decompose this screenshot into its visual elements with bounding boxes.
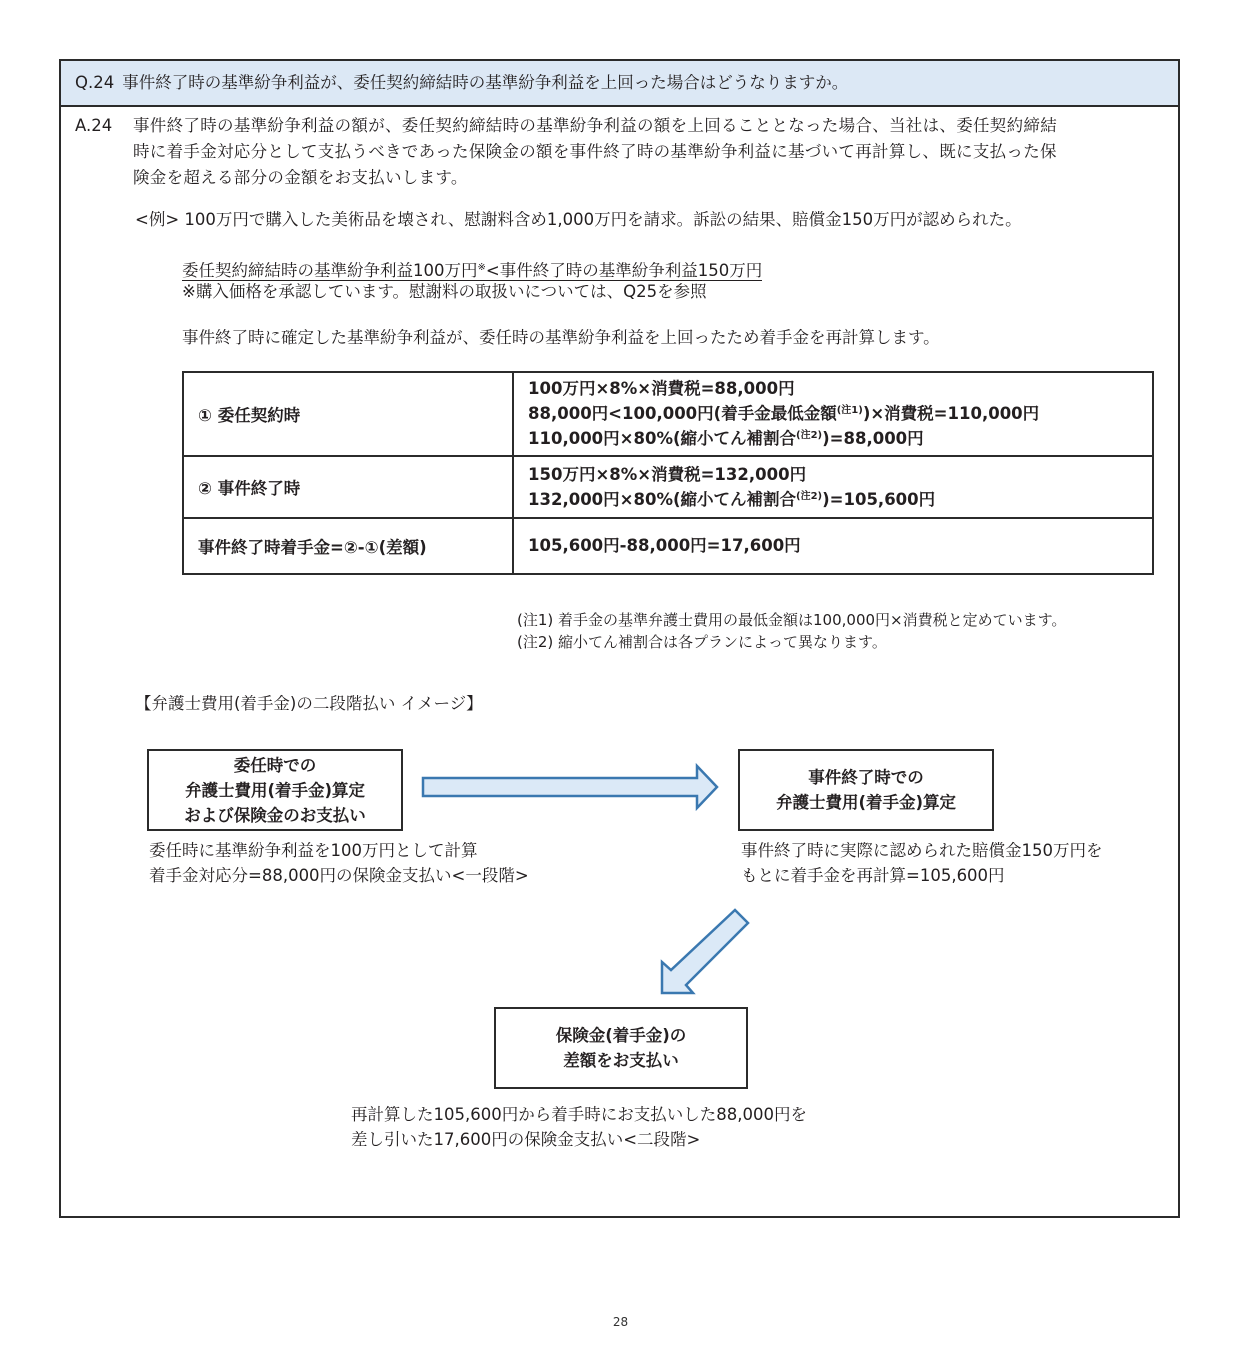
step2-description: 事件終了時に実際に認められた賠償金150万円を もとに着手金を再計算=105,600円 xyxy=(741,841,1103,885)
formula-line: 88,000円<100,000円(着手金最低金額$^{(注1)}$)×消費税=110,000円 xyxy=(528,404,1040,423)
summary-text: 事件終了時に確定した基準紛争利益が、委任時の基準紛争利益を上回ったため着手金を再計算します。 xyxy=(182,328,940,347)
comparison-footnote: ※購入価格を承認しています。慰謝料の取扱いについては、Q25を参照 xyxy=(182,282,707,301)
table-row xyxy=(183,372,1153,456)
answer-line: 事件終了時の基準紛争利益の額が、委任契約締結時の基準紛争利益の額を上回ることとなった場合、当社は、委任契約締結 xyxy=(133,116,1057,135)
table-row xyxy=(183,518,1153,574)
row-formula xyxy=(513,518,1153,574)
row-formula xyxy=(513,372,1153,456)
qa-frame xyxy=(59,59,1180,1218)
answer-number: A.24 xyxy=(75,116,113,135)
example-text: <例> 100万円で購入した美術品を壊され、慰謝料含め1,000万円を請求。訴訟の結果、賠償金150万円が認められた。 xyxy=(135,210,1022,229)
answer-block xyxy=(75,113,1164,191)
formula-line: 105,600円-88,000円=17,600円 xyxy=(528,536,801,555)
note-1: (注1) 着手金の基準弁護士費用の最低金額は100,000円×消費税と定めています。 xyxy=(517,611,1067,629)
calculation-table xyxy=(182,371,1154,575)
step1-box xyxy=(147,749,403,831)
comparison-mark: ※ xyxy=(477,262,486,273)
step1-description: 委任時に基準紛争利益を100万円として計算 着手金対応分=88,000円の保険金支払い<一段階> xyxy=(149,841,529,885)
formula-line: 100万円×8%×消費税=88,000円 xyxy=(528,379,795,398)
row-label: 事件終了時着手金=②-①(差額) xyxy=(183,518,513,574)
question-text: 事件終了時の基準紛争利益が、委任契約締結時の基準紛争利益を上回った場合はどうなりますか。 xyxy=(122,73,849,92)
step3-line: 保険金(着手金)の xyxy=(555,1026,687,1045)
step2-box xyxy=(738,749,994,831)
row-label: ② 事件終了時 xyxy=(183,456,513,518)
comparison-part2: <事件終了時の基準紛争利益150万円 xyxy=(485,261,763,280)
table-notes xyxy=(517,609,1066,653)
comparison-underlined xyxy=(182,261,762,281)
comparison-part1: 委任契約締結時の基準紛争利益100万円 xyxy=(182,261,478,280)
answer-line: 険金を超える部分の金額をお支払いします。 xyxy=(133,168,468,187)
row-label: ① 委任契約時 xyxy=(183,372,513,456)
question-number: Q.24 xyxy=(75,73,115,92)
formula-line: 132,000円×80%(縮小てん補割合$^{(注2)}$)=105,600円 xyxy=(528,489,936,509)
step2-line: 事件終了時での xyxy=(808,768,924,787)
step1-line: 委任時での xyxy=(233,755,317,775)
step3-box xyxy=(494,1007,748,1089)
down-left-arrow-icon xyxy=(659,907,751,999)
answer-line: 時に着手金対応分として支払うべきであった保険金の額を事件終了時の基準紛争利益に基づいて再計算し、既に支払った保 xyxy=(133,142,1057,161)
formula-line: 110,000円×80%(縮小てん補割合$^{(注2)}$)=88,000円 xyxy=(528,429,924,448)
step1-line: および保険金のお支払い xyxy=(184,805,366,825)
page-number: 28 xyxy=(612,1315,629,1329)
answer-body xyxy=(133,113,1164,191)
row-formula xyxy=(513,456,1153,518)
right-arrow-icon xyxy=(421,764,721,810)
diagram-title: 【弁護士費用(着手金)の二段階払い イメージ】 xyxy=(135,694,483,713)
step3-line: 差額をお支払い xyxy=(563,1051,679,1070)
step1-line: 弁護士費用(着手金)算定 xyxy=(184,780,366,800)
formula-line: 150万円×8%×消費税=132,000円 xyxy=(528,464,807,484)
step3-description: 再計算した105,600円から着手時にお支払いした88,000円を 差し引いた17,600円の保険金支払い<二段階> xyxy=(351,1105,807,1149)
table-row xyxy=(183,456,1153,518)
question-header xyxy=(61,61,1178,107)
note-2: (注2) 縮小てん補割合は各プランによって異なります。 xyxy=(517,633,887,651)
step2-line: 弁護士費用(着手金)算定 xyxy=(775,793,957,812)
